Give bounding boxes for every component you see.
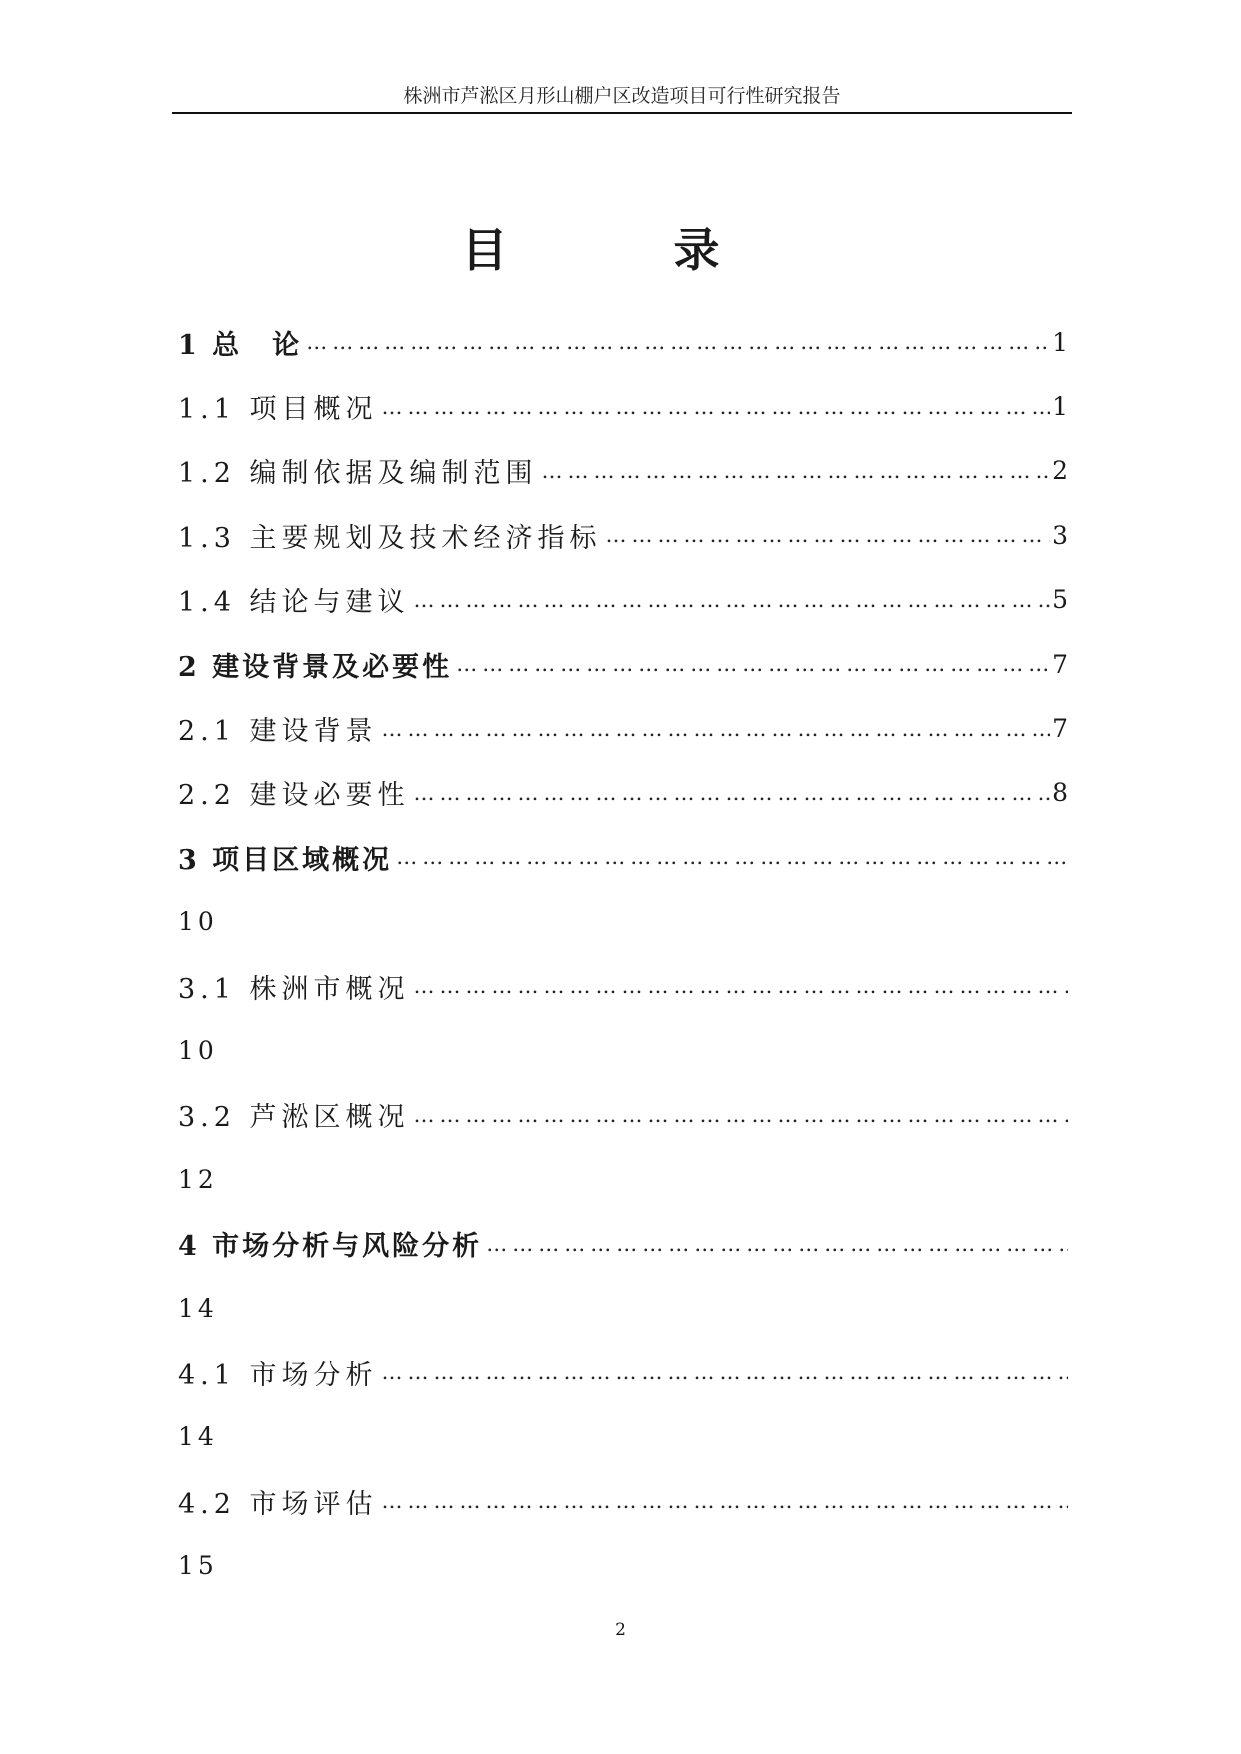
- toc-dot-leader: [382, 1489, 1068, 1513]
- toc-dot-leader: [414, 781, 1051, 805]
- toc-entry[interactable]: [178, 1533, 1068, 1597]
- toc-entry[interactable]: [178, 1147, 1068, 1211]
- toc-entry-page: 14: [178, 1293, 218, 1323]
- toc-title: 目 录: [461, 223, 780, 277]
- toc-entry[interactable]: [178, 568, 1068, 632]
- toc-entry[interactable]: [178, 1018, 1068, 1082]
- toc-entry-page: 2: [1052, 456, 1068, 486]
- toc-entry-label: 4.2 市场评估: [178, 1488, 378, 1520]
- toc-entry[interactable]: [178, 954, 1068, 1018]
- toc-entry[interactable]: [178, 890, 1068, 954]
- table-of-contents: [178, 310, 1068, 1598]
- toc-entry-label: 4.1 市场分析: [178, 1359, 378, 1391]
- toc-entry-page: 3: [1052, 520, 1068, 550]
- toc-entry-page: 10: [178, 1035, 218, 1065]
- toc-entry-label: 2.1 建设背景: [178, 716, 378, 748]
- toc-entry-page: 7: [1052, 649, 1068, 679]
- toc-entry-page: 15: [178, 1551, 218, 1581]
- toc-dot-leader: [414, 974, 1068, 998]
- toc-dot-leader: [542, 459, 1051, 483]
- toc-entry-label: 1.3 主要规划及技术经济指标: [178, 522, 602, 554]
- toc-entry-label: 4 市场分析与风险分析: [178, 1231, 483, 1263]
- toc-entry[interactable]: [178, 1276, 1068, 1340]
- toc-entry-label: 3.1 株洲市概况: [178, 973, 410, 1005]
- toc-entry[interactable]: [178, 439, 1068, 503]
- toc-entry[interactable]: [178, 1469, 1068, 1533]
- toc-entry-label: 1.2 编制依据及编制范围: [178, 458, 538, 490]
- toc-entry-page: 14: [178, 1422, 218, 1452]
- toc-entry-label: 3 项目区域概况: [178, 844, 393, 876]
- toc-entry[interactable]: [178, 503, 1068, 567]
- toc-entry-label: 1 总 论: [178, 329, 303, 361]
- toc-entry-page: 1: [1052, 392, 1068, 422]
- toc-entry-page: 12: [178, 1164, 218, 1194]
- page-number: 2: [615, 1620, 626, 1640]
- toc-entry[interactable]: [178, 1405, 1068, 1469]
- toc-dot-leader: [306, 330, 1050, 354]
- toc-dot-leader: [382, 717, 1051, 741]
- running-header: 株洲市芦淞区月形山棚户区改造项目可行性研究报告: [403, 85, 841, 107]
- toc-entry[interactable]: [178, 374, 1068, 438]
- toc-entry-label: 1.4 结论与建议: [178, 587, 410, 619]
- toc-dot-leader: [456, 652, 1050, 676]
- toc-entry[interactable]: [178, 1211, 1068, 1275]
- toc-dot-leader: [414, 1103, 1068, 1127]
- toc-entry-page: 8: [1052, 778, 1068, 808]
- toc-entry[interactable]: [178, 761, 1068, 825]
- toc-dot-leader: [382, 1360, 1068, 1384]
- toc-dot-leader: [606, 523, 1051, 547]
- toc-dot-leader: [486, 1232, 1068, 1256]
- toc-entry-page: 7: [1052, 714, 1068, 744]
- toc-entry-page: 1: [1052, 327, 1068, 357]
- toc-entry[interactable]: [178, 1340, 1068, 1404]
- toc-entry-label: 2.2 建设必要性: [178, 780, 410, 812]
- toc-entry[interactable]: [178, 310, 1068, 374]
- header-rule: [172, 112, 1072, 114]
- toc-entry-label: 3.2 芦淞区概况: [178, 1102, 410, 1134]
- toc-entry[interactable]: [178, 1083, 1068, 1147]
- toc-dot-leader: [414, 588, 1051, 612]
- toc-dot-leader: [382, 395, 1051, 419]
- toc-dot-leader: [396, 845, 1068, 869]
- toc-entry-page: 10: [178, 907, 218, 937]
- toc-entry-page: 5: [1052, 585, 1068, 615]
- toc-entry[interactable]: [178, 825, 1068, 889]
- toc-entry-label: 1.1 项目概况: [178, 394, 378, 426]
- toc-entry[interactable]: [178, 696, 1068, 760]
- toc-entry[interactable]: [178, 632, 1068, 696]
- toc-entry-label: 2 建设背景及必要性: [178, 651, 453, 683]
